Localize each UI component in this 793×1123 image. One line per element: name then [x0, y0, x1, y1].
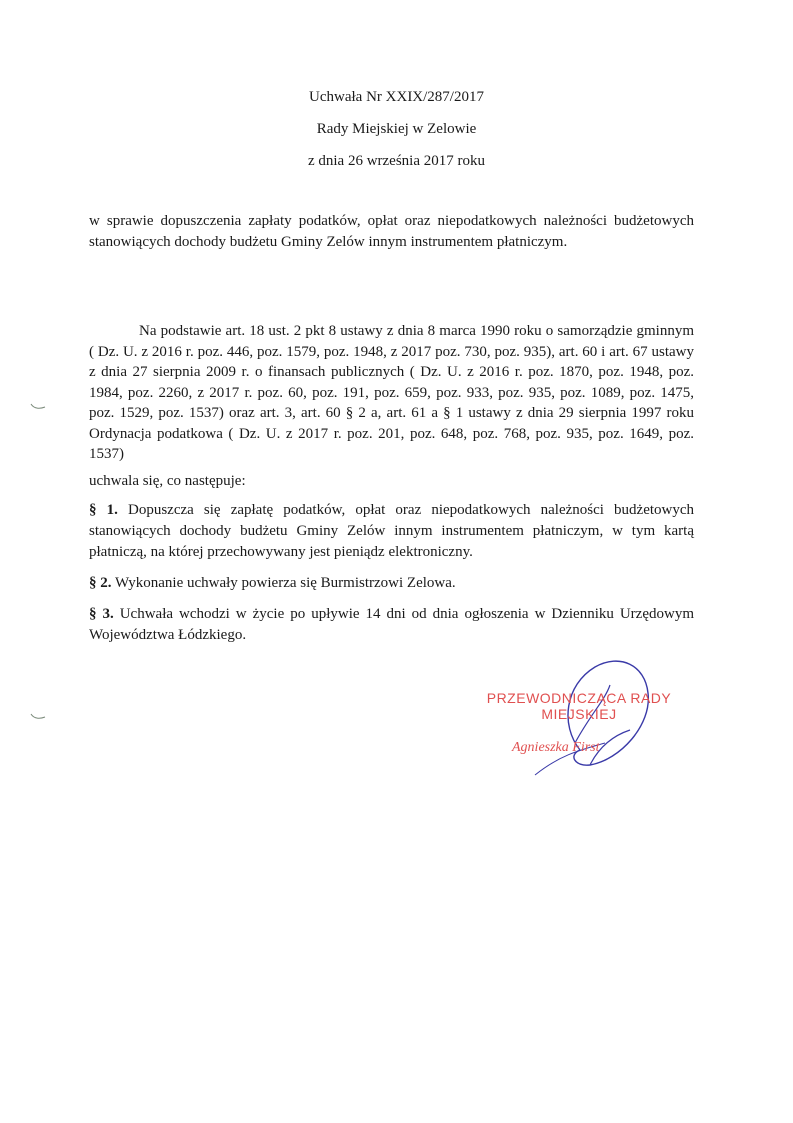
resolution-subject: w sprawie dopuszczenia zapłaty podatków, opłat oraz niepodatkowych należności budżetowych stanowiących dochody budżetu Gminy Zelów innym instrumentem płatniczym.: [89, 213, 694, 250]
section-number: § 1.: [89, 502, 118, 518]
section-text: Dopuszcza się zapłatę podatków, opłat oraz niepodatkowych należności budżetowych stanowiących dochody budżetu Gminy Zelów innym instrumentem płatniczym, w tym kartą płatniczą, na której przechowywany jest pieniądz elektroniczny.: [89, 502, 695, 560]
stamp-signatory-name: Agnieszka First: [512, 740, 600, 755]
official-stamp: [484, 690, 674, 722]
resolution-number: Uchwała Nr XXIX/287/2017: [309, 89, 484, 105]
section-text: Uchwała wchodzi w życie po upływie 14 dni od dnia ogłoszenia w Dzienniku Urzędowym Województwa Łódzkiego.: [89, 606, 694, 643]
scan-mark: [30, 712, 46, 720]
section-number: § 3.: [89, 606, 114, 622]
resolution-date: z dnia 26 września 2017 roku: [307, 153, 486, 169]
section-1: [89, 500, 694, 563]
resolves-clause: uchwala się, co następuje:: [89, 473, 246, 489]
section-number: § 2.: [89, 575, 112, 591]
section-3: [89, 604, 694, 646]
section-2: [89, 573, 694, 594]
scan-mark: [30, 402, 46, 410]
section-text: Wykonanie uchwały powierza się Burmistrzowi Zelowa.: [114, 575, 456, 591]
stamp-subtitle: MIEJSKIEJ: [541, 706, 617, 722]
council-name: Rady Miejskiej w Zelowie: [316, 121, 477, 137]
legal-basis: Na podstawie art. 18 ust. 2 pkt 8 ustawy z dnia 8 marca 1990 roku o samorządzie gminnym ( Dz. U. z 2016 r. poz. 446, poz. 1579, poz. 1948, z 2017 poz. 730, poz. 935), art. 60 i art. 67 ustawy z dnia 27 sierpnia 2009 r. o finansach publicznych ( Dz. U. z 2016 r. poz. 1870, poz. 1948, poz. 1984, poz. 2260, z 2017 r. poz. 60, poz. 191, poz. 659, poz. 933, poz. 935, poz. 1089, poz. 1475, poz. 1529, poz. 1537) oraz art. 3, art. 60 § 2 a, art. 61 a § 1 ustawy z dnia 29 sierpnia 1997 roku Ordynacja podatkowa ( Dz. U. z 2017 r. poz. 201, poz. 648, poz. 768, poz. 935, poz. 1649, poz. 1537): [89, 323, 694, 462]
stamp-title: PRZEWODNICZĄCA RADY: [486, 690, 672, 706]
